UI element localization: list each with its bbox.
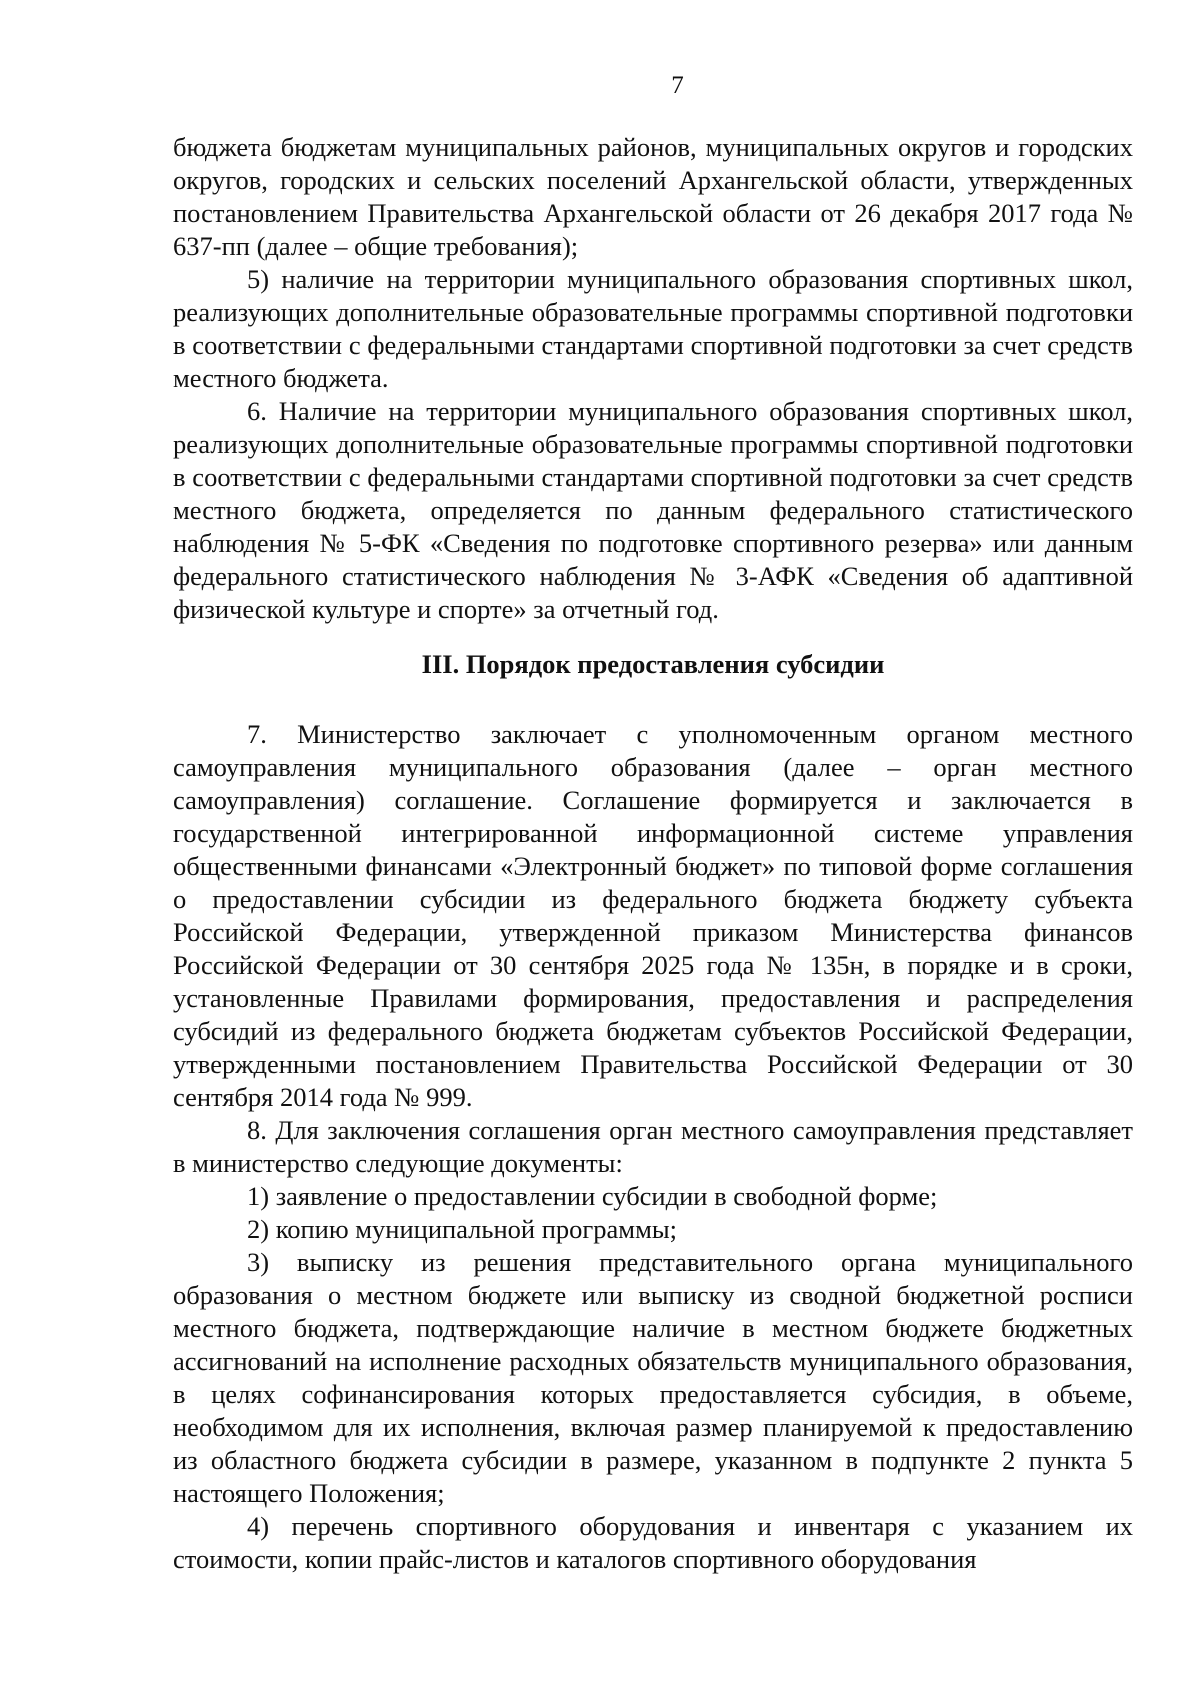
- page-number: 7: [671, 72, 684, 99]
- document-body: [173, 131, 1133, 1576]
- list-item-1: 1) заявление о предоставлении субсидии в свободной форме;: [247, 1181, 938, 1211]
- list-item-4: 4) перечень спортивного оборудования и инвентаря с указанием их стоимости, копии прайс-листов и каталогов спортивного оборудования: [173, 1511, 1133, 1574]
- paragraph-item-5: 5) наличие на территории муниципального образования спортивных школ, реализующих дополнительные образовательные программы спортивной подготовки в соответствии с федеральными стандартами спортивной подготовки за счет средств местного бюджета.: [173, 264, 1133, 393]
- paragraph-clause-7: 7. Министерство заключает с уполномоченным органом местного самоуправления муниципального образования (далее – орган местного самоуправления) соглашение. Соглашение формируется и заключается в государственной интегрированной информационной системе управления общественными финансами «Электронный бюджет» по типовой форме соглашения о предоставлении субсидии из федерального бюджета бюджету субъекта Российской Федерации, утвержденной приказом Министерства финансов Российской Федерации от 30 сентября 2025 года № 135н, в порядке и в сроки, установленные Правилами формирования, предоставления и распределения субсидий из федерального бюджета бюджетам субъектов Российской Федерации, утвержденными постановлением Правительства Российской Федерации от 30 сентября 2014 года № 999.: [173, 719, 1133, 1112]
- paragraph-continuation: бюджета бюджетам муниципальных районов, муниципальных округов и городских округов, городских и сельских поселений Архангельской области, утвержденных постановлением Правительства Архангельской области от 26 декабря 2017 года № 637-пп (далее – общие требования);: [173, 132, 1133, 261]
- section-heading: III. Порядок предоставления субсидии: [421, 649, 885, 679]
- list-item-3: 3) выписку из решения представительного органа муниципального образования о местном бюджете или выписку из сводной бюджетной росписи местного бюджета, подтверждающие наличие в местном бюджете бюджетных ассигнований на исполнение расходных обязательств муниципального образования, в целях софинансирования которых предоставляется субсидия, в объеме, необходимом для их исполнения, включая размер планируемой к предоставлению из областного бюджета субсидии в размере, указанном в подпункте 2 пункта 5 настоящего Положения;: [173, 1247, 1133, 1508]
- paragraph-clause-8: 8. Для заключения соглашения орган местного самоуправления представляет в министерство следующие документы:: [173, 1115, 1133, 1178]
- list-item-2: 2) копию муниципальной программы;: [247, 1214, 678, 1244]
- paragraph-clause-6: 6. Наличие на территории муниципального образования спортивных школ, реализующих дополнительные образовательные программы спортивной подготовки в соответствии с федеральными стандартами спортивной подготовки за счет средств местного бюджета, определяется по данным федерального статистического наблюдения № 5-ФК «Сведения по подготовке спортивного резерва» или данным федерального статистического наблюдения № 3-АФК «Сведения об адаптивной физической культуре и спорте» за отчетный год.: [173, 396, 1133, 624]
